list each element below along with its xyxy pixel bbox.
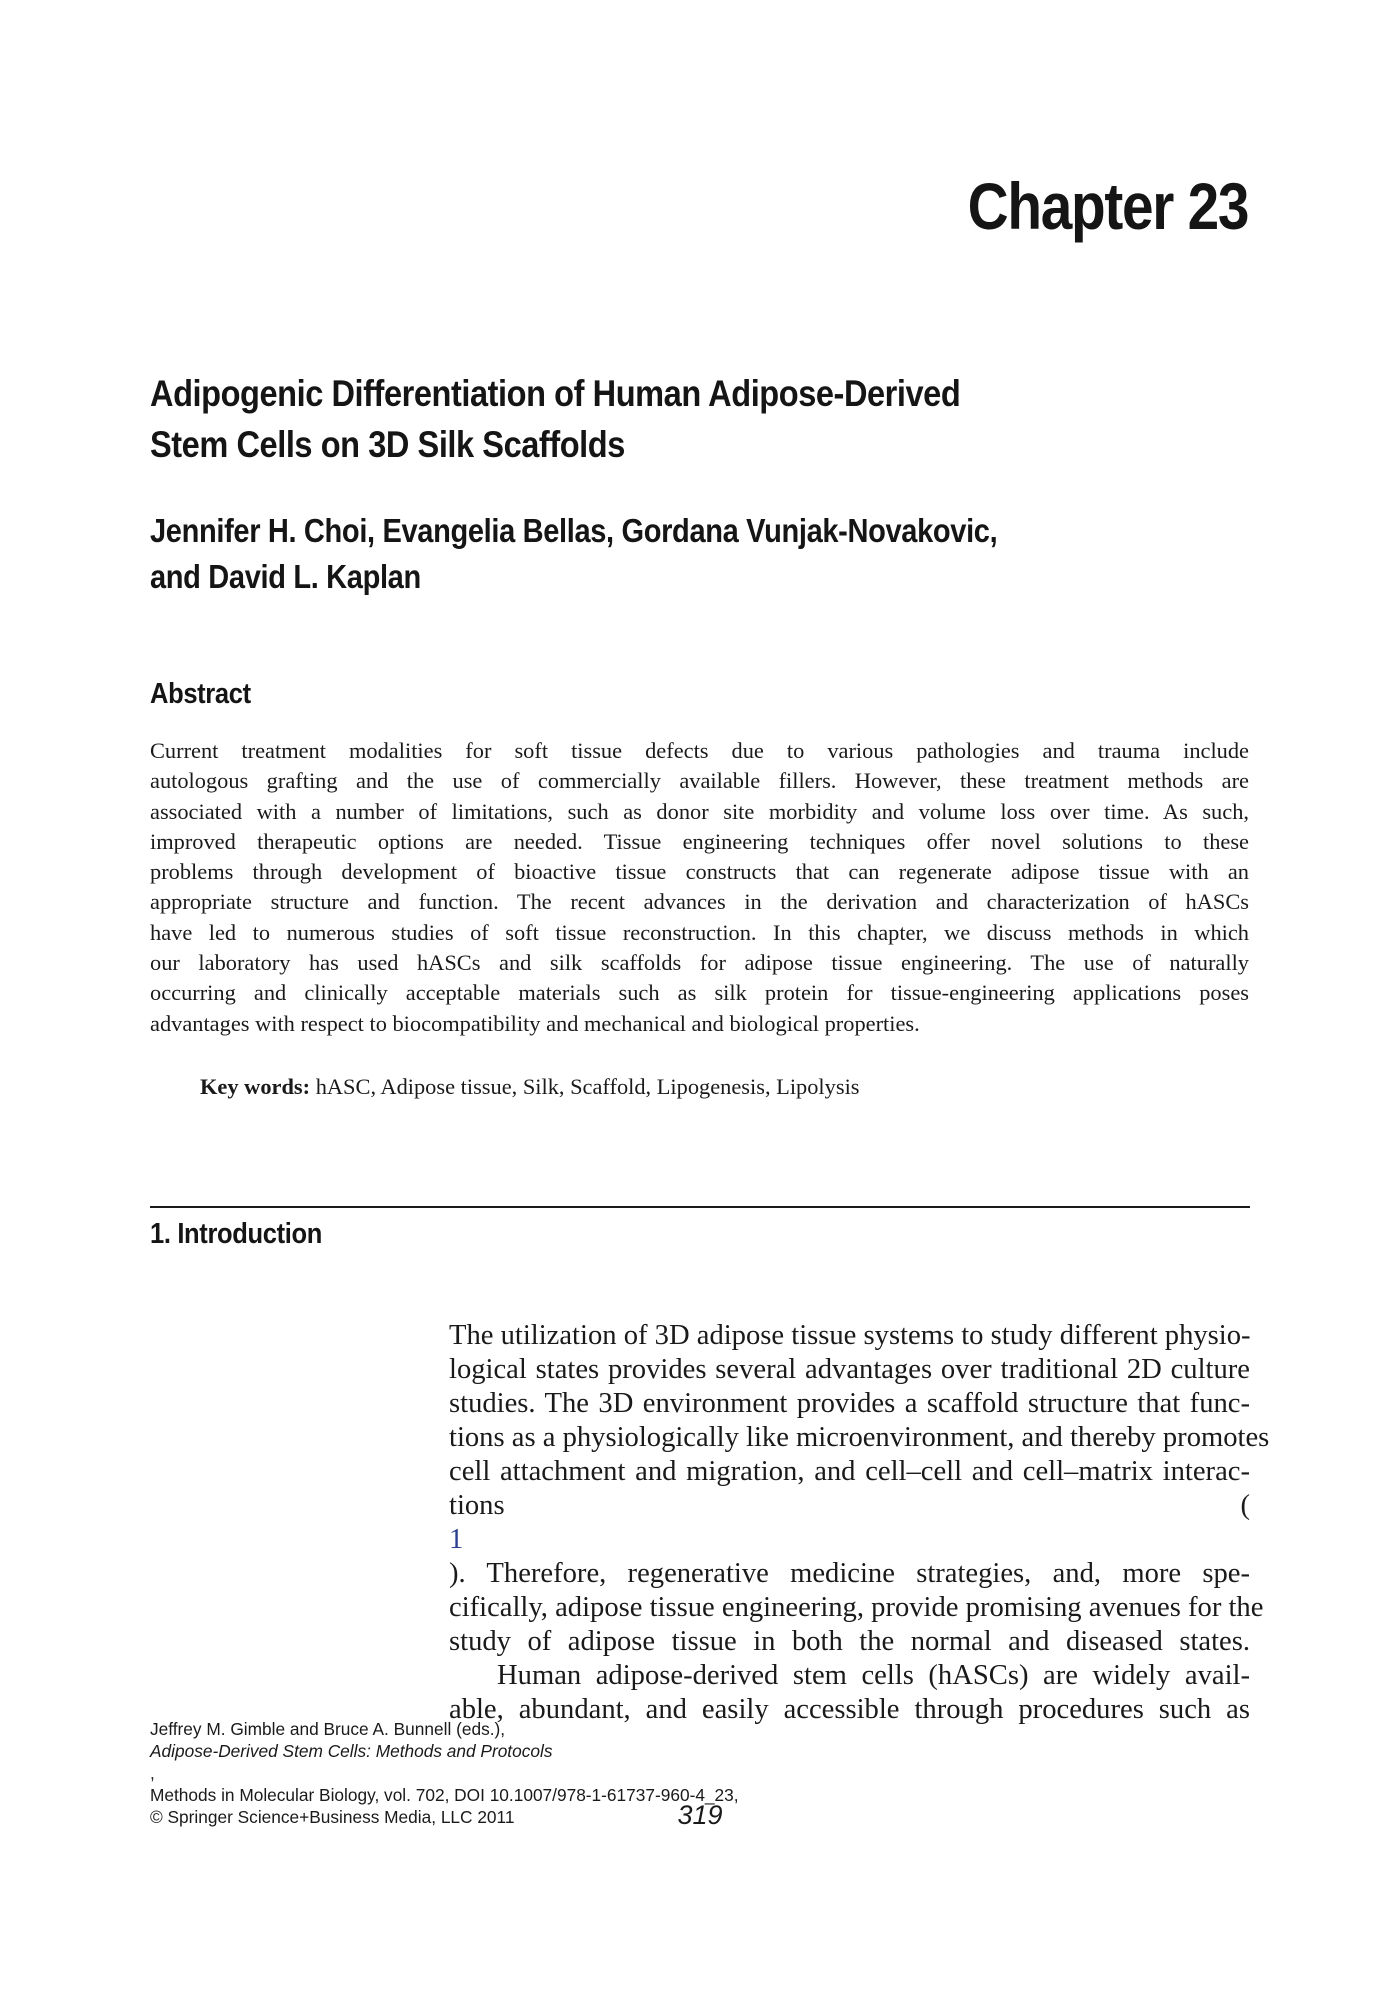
abstract-heading: Abstract xyxy=(150,678,251,710)
chapter-title xyxy=(150,368,1118,470)
intro-line: study of adipose tissue in both the normal and diseased states. xyxy=(449,1626,1250,1657)
intro-line: cifically, adipose tissue engineering, provide promising avenues for the xyxy=(449,1592,1264,1623)
copyright-line: © Springer Science+Business Media, LLC 2011 xyxy=(150,1807,515,1827)
author-line: and David L. Kaplan xyxy=(150,558,421,595)
title-line: Adipogenic Differentiation of Human Adipose-Derived xyxy=(150,373,961,414)
author-list xyxy=(150,508,1118,600)
page-number: 319 xyxy=(677,1800,723,1830)
abstract-line: occurring and clinically acceptable materials such as silk protein for tissue-engineering applications poses xyxy=(150,980,1249,1006)
keywords xyxy=(200,1074,860,1100)
keywords-text: hASC, Adipose tissue, Silk, Scaffold, Lipogenesis, Lipolysis xyxy=(315,1074,860,1099)
chapter-label: Chapter 23 xyxy=(967,169,1248,243)
footer-line: Methods in Molecular Biology, vol. 702, DOI 10.1007/978-1-61737-960-4_23, xyxy=(150,1785,739,1805)
intro-line: tions ( 1 ). Therefore, regenerative medicine strategies, and, more spe- xyxy=(449,1490,1250,1589)
intro-line: The utilization of 3D adipose tissue systems to study different physio- xyxy=(449,1320,1251,1351)
abstract-line: improved therapeutic options are needed. Tissue engineering techniques offer novel solutions to these xyxy=(150,828,1249,854)
book-title: Adipose-Derived Stem Cells: Methods and Protocols xyxy=(150,1741,553,1761)
introduction-body xyxy=(449,1319,1270,1727)
abstract-line: appropriate structure and function. The recent advances in the derivation and characterization of hASCs xyxy=(150,889,1249,915)
abstract-line: autologous grafting and the use of commercially available fillers. However, these treatment methods are xyxy=(150,768,1249,794)
author-line: Jennifer H. Choi, Evangelia Bellas, Gordana Vunjak-Novakovic, xyxy=(150,512,998,549)
section-divider xyxy=(150,1206,1250,1208)
abstract-line: our laboratory has used hASCs and silk scaffolds for adipose tissue engineering. The use of naturally xyxy=(150,950,1249,976)
intro-line: tions as a physiologically like microenvironment, and thereby promotes xyxy=(449,1422,1270,1453)
keywords-label: Key words: xyxy=(200,1074,311,1099)
introduction-heading: 1. Introduction xyxy=(150,1218,322,1250)
title-line: Stem Cells on 3D Silk Scaffolds xyxy=(150,424,625,465)
footer-line: Jeffrey M. Gimble and Bruce A. Bunnell (eds.), Adipose-Derived Stem Cells: Methods and Protocols , xyxy=(150,1719,553,1783)
abstract-line: problems through development of bioactive tissue constructs that can regenerate adipose tissue with an xyxy=(150,859,1249,885)
intro-line: Human adipose-derived stem cells (hASCs) are widely avail- xyxy=(497,1660,1250,1691)
abstract-line: advantages with respect to biocompatibility and mechanical and biological properties. xyxy=(150,1010,920,1036)
intro-line: studies. The 3D environment provides a scaffold structure that func- xyxy=(449,1388,1250,1419)
intro-line: cell attachment and migration, and cell–cell and cell–matrix interac- xyxy=(449,1456,1250,1487)
abstract-line: associated with a number of limitations, such as donor site morbidity and volume loss over time. As such, xyxy=(150,798,1249,824)
abstract-body xyxy=(150,736,1249,1039)
reference-link[interactable]: 1 xyxy=(449,1524,464,1555)
intro-line: able, abundant, and easily accessible through procedures such as xyxy=(449,1694,1250,1725)
abstract-line: Current treatment modalities for soft tissue defects due to various pathologies and trauma include xyxy=(150,738,1249,763)
abstract-line: have led to numerous studies of soft tissue reconstruction. In this chapter, we discuss methods in which xyxy=(150,919,1249,945)
intro-line: logical states provides several advantages over traditional 2D culture xyxy=(449,1354,1250,1385)
